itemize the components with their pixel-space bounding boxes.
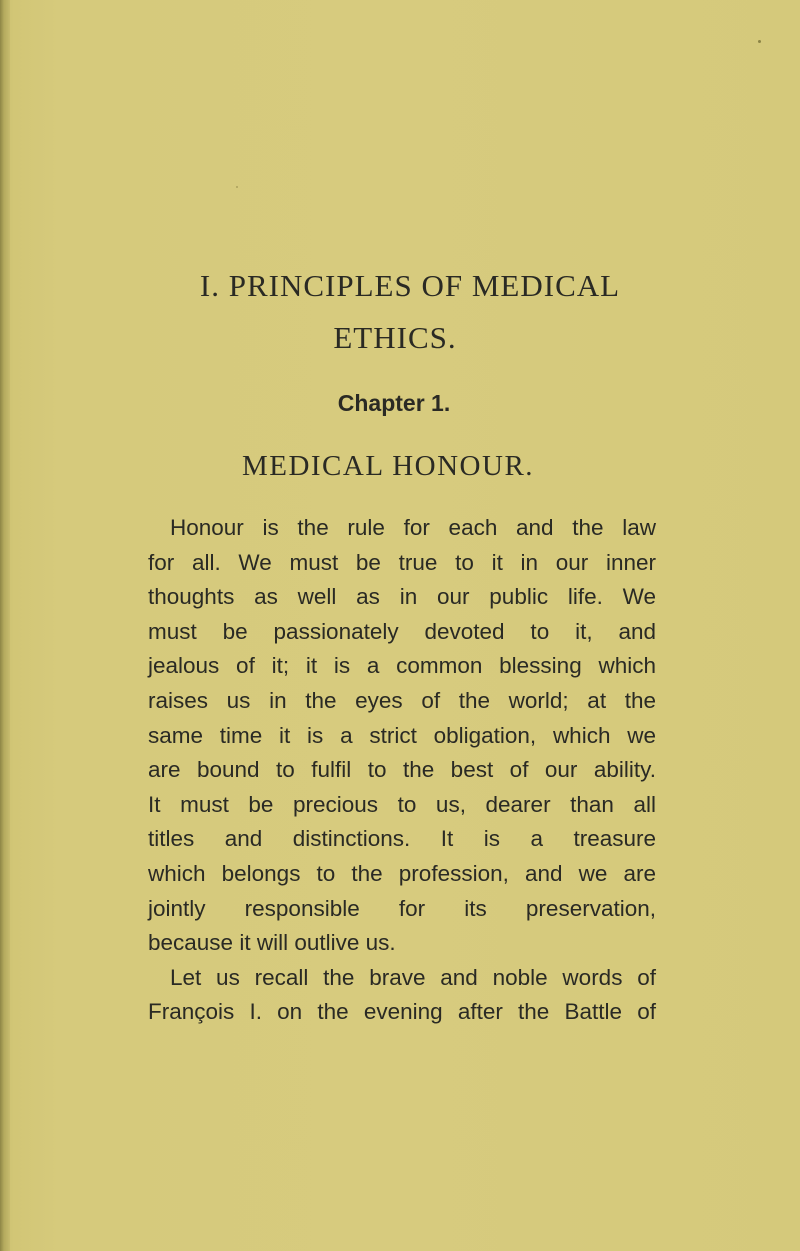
body-text: [148, 511, 656, 1030]
part-title-line-2: ETHICS.: [333, 320, 457, 355]
chapter-title: MEDICAL HONOUR.: [241, 450, 535, 482]
text-line: Honour is the rule for each and the law: [170, 515, 656, 540]
paper-speck: [758, 40, 761, 43]
text-line: François I. on the evening after the Battle of: [148, 999, 656, 1025]
text-line: titles and distinctions. It is a treasure: [148, 826, 656, 852]
text-line: same time it is a strict obligation, which we: [148, 722, 656, 748]
text-line: Let us recall the brave and noble words of: [170, 964, 656, 990]
part-title-line-1: I. PRINCIPLES OF MEDICAL: [199, 268, 621, 303]
text-line: jealous of it; it is a common blessing which: [148, 653, 656, 679]
text-line: because it will outlive us.: [148, 930, 396, 956]
text-line: which belongs to the profession, and we are: [148, 860, 656, 886]
paragraph: [148, 511, 656, 961]
text-line: It must be precious to us, dearer than all: [148, 791, 656, 817]
paper-speck: [236, 186, 238, 188]
text-line: must be passionately devoted to it, and: [148, 618, 656, 644]
text-line: are bound to fulfil to the best of our ability.: [148, 757, 656, 783]
text-line: raises us in the eyes of the world; at the: [148, 687, 656, 713]
text-line: thoughts as well as in our public life. We: [148, 584, 656, 610]
paragraph: [148, 961, 656, 1030]
text-line: for all. We must be true to it in our inner: [148, 549, 656, 575]
text-line: jointly responsible for its preservation,: [148, 895, 656, 921]
page-binding-edge: [0, 0, 10, 1251]
chapter-label: Chapter 1.: [337, 390, 451, 416]
